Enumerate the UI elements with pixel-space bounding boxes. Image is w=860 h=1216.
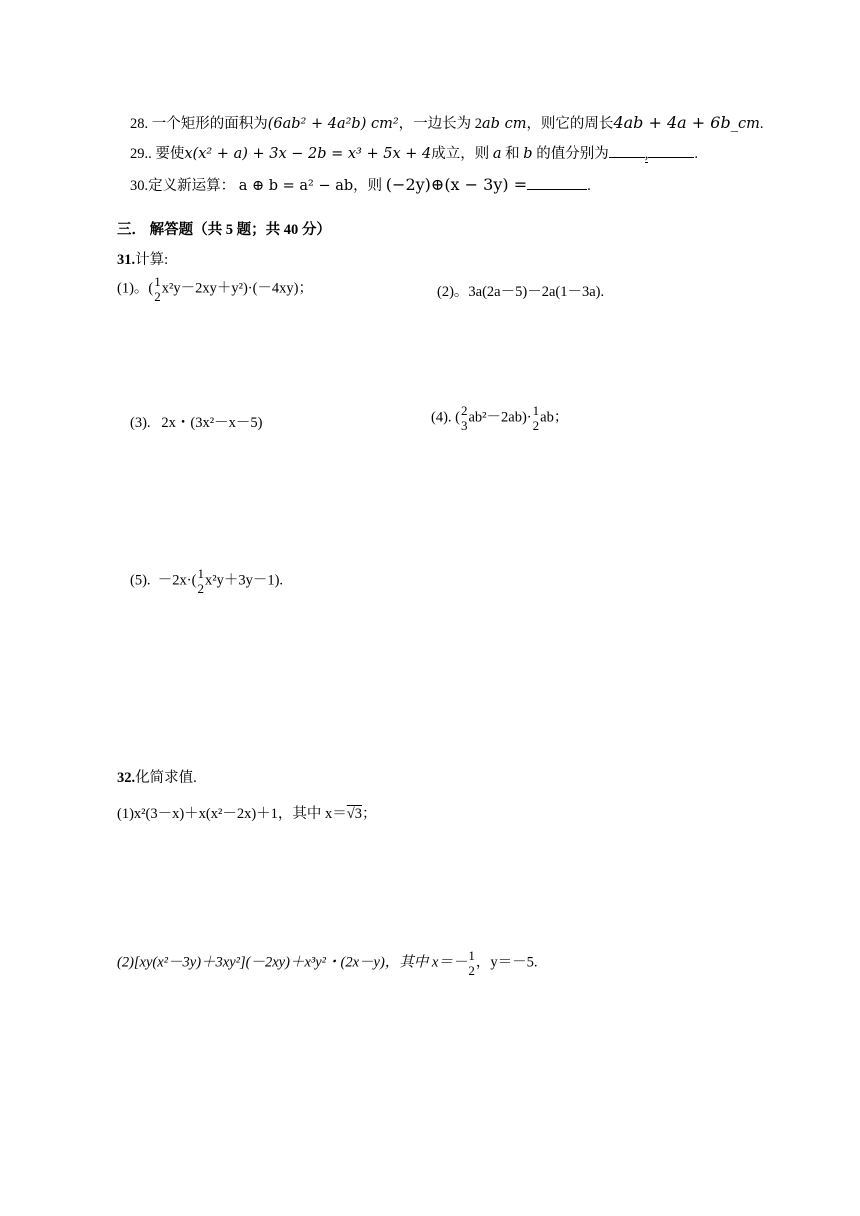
problem-30	[130, 174, 591, 195]
part-expression: －2x·(	[157, 572, 197, 589]
part-label: (5).	[130, 572, 151, 589]
problem-number: 29.	[130, 146, 149, 162]
question-32-header	[117, 766, 197, 787]
question-expression: (−2y)⊕(x − 3y) =	[385, 175, 528, 194]
sqrt-value: √3	[346, 806, 363, 822]
fraction-numerator: 1	[468, 948, 475, 963]
part-expression: ab²－2ab)·	[468, 409, 532, 426]
question-31-header	[117, 248, 168, 269]
q31-part-3	[130, 411, 262, 432]
fraction-denominator: 2	[154, 289, 161, 304]
fraction	[533, 403, 540, 433]
problem-text: 成立，则	[431, 146, 490, 162]
fraction-numerator: 1	[197, 566, 204, 581]
side-expression: ab cm	[482, 116, 527, 132]
part-label: (2)。	[437, 284, 469, 300]
problem-text: 的值分别为	[536, 146, 609, 162]
part-expression: 2x・(3x²－x－5)	[161, 415, 263, 431]
problem-text: ，则	[353, 178, 383, 194]
equation: x(x² + a) + 3x − 2b = x³ + 5x + 4	[184, 146, 432, 162]
question-number: 32.	[117, 770, 136, 786]
q31-part-5	[130, 566, 283, 596]
problem-text: . 要使	[148, 146, 185, 162]
variable-b: b	[523, 146, 533, 162]
part-expression: ab；	[540, 409, 569, 426]
fraction-denominator: 2	[532, 418, 540, 433]
fraction	[197, 566, 204, 596]
area-expression: (6ab² + 4a²b) cm²	[267, 116, 399, 132]
problem-number: 30.	[130, 178, 149, 194]
problem-text: ，则它的周长	[526, 116, 614, 132]
blank-separator: ,	[644, 146, 649, 162]
fraction	[468, 948, 475, 978]
part-expression: x²y＋3y－1).	[204, 572, 284, 589]
question-label: 计算:	[135, 252, 169, 268]
definition-expression: a ⊕ b = a² − ab	[238, 178, 354, 194]
problem-text: 一个矩形的面积为	[151, 116, 268, 132]
part-expression: 3a(2a－5)－2a(1－3a).	[468, 284, 605, 300]
fraction-denominator: 2	[197, 581, 204, 596]
problem-end: .	[759, 116, 764, 132]
problem-29	[130, 142, 698, 163]
part-expression: (2)[xy(x²－3y)＋3xy²](－2xy)＋x³y²・(2x－y)，其中 x＝－	[117, 954, 468, 971]
problem-end: .	[694, 146, 698, 162]
part-label: (4). (	[431, 409, 460, 426]
q31-part-4	[431, 403, 568, 433]
problem-number: 28.	[130, 116, 149, 132]
problem-end: .	[587, 178, 591, 194]
answer-expression: 4ab + 4a + 6b	[613, 113, 731, 132]
fraction-denominator: 3	[461, 418, 468, 433]
fraction-denominator: 2	[468, 963, 475, 978]
problem-28	[130, 112, 763, 133]
q31-part-2	[437, 280, 604, 301]
part-end: ，y＝－5.	[475, 954, 538, 971]
q32-part-1	[117, 802, 377, 823]
fraction	[154, 274, 161, 304]
q31-part-1	[117, 274, 313, 304]
problem-text: 和	[505, 146, 520, 162]
section-title: 三． 解答题（共 5 题；共 40 分）	[117, 222, 331, 238]
question-number: 31.	[117, 252, 136, 268]
fraction-numerator: 1	[532, 403, 540, 418]
part-label: (3).	[130, 415, 151, 431]
part-expression: x²y－2xy＋y²)·(－4xy)；	[161, 280, 314, 297]
problem-text: 定义新运算：	[148, 178, 236, 194]
answer-blank[interactable]	[527, 175, 587, 190]
part-end: ；	[362, 806, 377, 822]
variable-a: a	[492, 146, 502, 162]
answer-blank-a[interactable]	[609, 143, 645, 158]
question-label: 化简求值.	[135, 770, 197, 786]
part-label: (1)。(	[117, 280, 154, 297]
fraction	[461, 403, 468, 433]
answer-unit: _cm	[730, 116, 760, 132]
part-expression: (1)x²(3－x)＋x(x²－2x)＋1，其中 x＝	[117, 806, 347, 822]
fraction-numerator: 1	[154, 274, 161, 289]
answer-blank-b[interactable]	[648, 143, 694, 158]
fraction-numerator: 2	[461, 403, 468, 418]
q32-part-2	[117, 948, 537, 978]
problem-text: ，一边长为 2	[398, 116, 483, 132]
